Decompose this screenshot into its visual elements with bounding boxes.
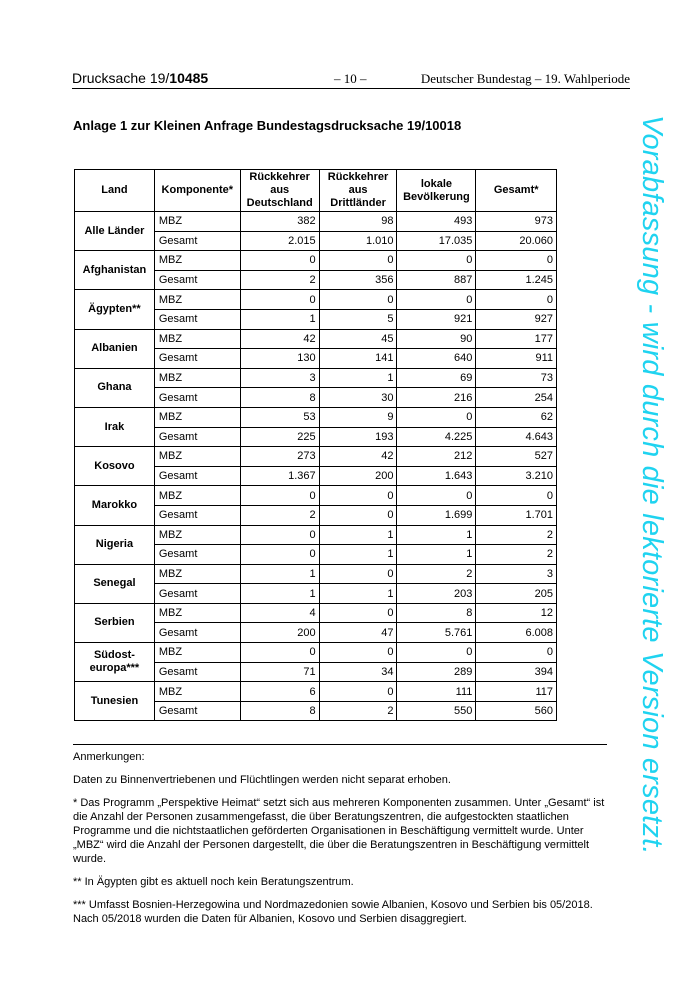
component-cell: Gesamt bbox=[154, 309, 240, 329]
doc-prefix: Drucksache bbox=[72, 70, 150, 86]
value-cell: 45 bbox=[319, 329, 397, 349]
value-cell: 1.701 bbox=[476, 505, 557, 525]
value-cell: 382 bbox=[240, 212, 319, 232]
value-cell: 203 bbox=[397, 584, 476, 604]
value-cell: 1 bbox=[397, 525, 476, 545]
country-cell: Ägypten** bbox=[75, 290, 155, 329]
value-cell: 0 bbox=[319, 251, 397, 271]
component-cell: MBZ bbox=[154, 486, 240, 506]
value-cell: 0 bbox=[240, 525, 319, 545]
component-cell: MBZ bbox=[154, 329, 240, 349]
value-cell: 560 bbox=[476, 701, 557, 721]
value-cell: 62 bbox=[476, 407, 557, 427]
country-cell: Tunesien bbox=[75, 682, 155, 721]
value-cell: 2 bbox=[476, 525, 557, 545]
value-cell: 0 bbox=[319, 486, 397, 506]
value-cell: 0 bbox=[397, 407, 476, 427]
value-cell: 200 bbox=[319, 466, 397, 486]
component-cell: Gesamt bbox=[154, 231, 240, 251]
value-cell: 1 bbox=[240, 584, 319, 604]
value-cell: 12 bbox=[476, 603, 557, 623]
value-cell: 90 bbox=[397, 329, 476, 349]
value-cell: 527 bbox=[476, 447, 557, 467]
column-header: lokale Bevölkerung bbox=[397, 170, 476, 212]
component-cell: MBZ bbox=[154, 290, 240, 310]
value-cell: 3 bbox=[476, 564, 557, 584]
component-cell: Gesamt bbox=[154, 270, 240, 290]
value-cell: 2 bbox=[240, 505, 319, 525]
value-cell: 1.367 bbox=[240, 466, 319, 486]
component-cell: MBZ bbox=[154, 525, 240, 545]
value-cell: 1 bbox=[319, 584, 397, 604]
value-cell: 0 bbox=[476, 486, 557, 506]
notes-label: Anmerkungen: bbox=[73, 751, 145, 763]
country-cell: Südost-europa*** bbox=[75, 643, 155, 682]
value-cell: 973 bbox=[476, 212, 557, 232]
value-cell: 1 bbox=[319, 545, 397, 565]
component-cell: MBZ bbox=[154, 407, 240, 427]
value-cell: 98 bbox=[319, 212, 397, 232]
value-cell: 1.010 bbox=[319, 231, 397, 251]
value-cell: 0 bbox=[240, 290, 319, 310]
value-cell: 1.643 bbox=[397, 466, 476, 486]
country-cell: Serbien bbox=[75, 603, 155, 642]
value-cell: 493 bbox=[397, 212, 476, 232]
value-cell: 141 bbox=[319, 349, 397, 369]
component-cell: Gesamt bbox=[154, 349, 240, 369]
table-row bbox=[75, 564, 557, 584]
value-cell: 0 bbox=[397, 643, 476, 663]
column-header: Gesamt* bbox=[476, 170, 557, 212]
value-cell: 289 bbox=[397, 662, 476, 682]
value-cell: 4.225 bbox=[397, 427, 476, 447]
value-cell: 0 bbox=[240, 251, 319, 271]
value-cell: 911 bbox=[476, 349, 557, 369]
value-cell: 2 bbox=[397, 564, 476, 584]
value-cell: 177 bbox=[476, 329, 557, 349]
component-cell: MBZ bbox=[154, 251, 240, 271]
doc-number-bold: 10485 bbox=[169, 70, 209, 86]
value-cell: 0 bbox=[240, 486, 319, 506]
country-cell: Irak bbox=[75, 407, 155, 446]
value-cell: 640 bbox=[397, 349, 476, 369]
table-row bbox=[75, 643, 557, 663]
note-3: ** In Ägypten gibt es aktuell noch kein Beratungszentrum. bbox=[73, 876, 354, 888]
column-header: Land bbox=[75, 170, 155, 212]
value-cell: 42 bbox=[319, 447, 397, 467]
table-row bbox=[75, 368, 557, 388]
value-cell: 111 bbox=[397, 682, 476, 702]
note-4: *** Umfasst Bosnien-Herzegowina und Nordmazedonien sowie Albanien, Kosovo und Serbien bis 05/2018. Nach 05/2018 wurden die Daten für Albanien, Kosovo und Serbien disaggregiert. bbox=[73, 899, 593, 925]
country-cell: Albanien bbox=[75, 329, 155, 368]
value-cell: 216 bbox=[397, 388, 476, 408]
column-header: Komponente* bbox=[154, 170, 240, 212]
value-cell: 4.643 bbox=[476, 427, 557, 447]
value-cell: 0 bbox=[319, 290, 397, 310]
value-cell: 0 bbox=[319, 564, 397, 584]
country-cell: Afghanistan bbox=[75, 251, 155, 290]
value-cell: 225 bbox=[240, 427, 319, 447]
value-cell: 2 bbox=[319, 701, 397, 721]
value-cell: 1 bbox=[319, 368, 397, 388]
value-cell: 71 bbox=[240, 662, 319, 682]
value-cell: 34 bbox=[319, 662, 397, 682]
value-cell: 0 bbox=[319, 643, 397, 663]
country-cell: Kosovo bbox=[75, 447, 155, 486]
value-cell: 47 bbox=[319, 623, 397, 643]
value-cell: 927 bbox=[476, 309, 557, 329]
value-cell: 205 bbox=[476, 584, 557, 604]
table-row bbox=[75, 682, 557, 702]
note-2: * Das Programm „Perspektive Heimat“ setzt sich aus mehreren Komponenten zusammen. Unter „Gesamt“ ist die Anzahl der Personen zusammengefasst, die über Beratungszentren, die aufgestockten staatlichen Programme und die nichtstaatlichen geförderten Organisationen in Beschäftigung vermittelt wurde. Unter „MBZ“ wird die Anzahl der Personen dargestellt, die über die Beratungszentren in Beschäftigung vermittelt wurde. bbox=[73, 797, 605, 865]
value-cell: 2.015 bbox=[240, 231, 319, 251]
value-cell: 5 bbox=[319, 309, 397, 329]
page-number: – 10 – bbox=[334, 71, 367, 86]
value-cell: 53 bbox=[240, 407, 319, 427]
value-cell: 4 bbox=[240, 603, 319, 623]
value-cell: 1 bbox=[319, 525, 397, 545]
value-cell: 0 bbox=[319, 603, 397, 623]
value-cell: 0 bbox=[240, 545, 319, 565]
component-cell: Gesamt bbox=[154, 427, 240, 447]
value-cell: 1 bbox=[240, 564, 319, 584]
value-cell: 193 bbox=[319, 427, 397, 447]
table-row bbox=[75, 525, 557, 545]
table-row bbox=[75, 447, 557, 467]
value-cell: 8 bbox=[240, 701, 319, 721]
value-cell: 9 bbox=[319, 407, 397, 427]
value-cell: 212 bbox=[397, 447, 476, 467]
value-cell: 0 bbox=[397, 290, 476, 310]
value-cell: 0 bbox=[319, 505, 397, 525]
table-row bbox=[75, 603, 557, 623]
annex-title: Anlage 1 zur Kleinen Anfrage Bundestagsdrucksache 19/10018 bbox=[73, 118, 462, 133]
value-cell: 2 bbox=[476, 545, 557, 565]
value-cell: 0 bbox=[240, 643, 319, 663]
component-cell: Gesamt bbox=[154, 388, 240, 408]
column-header: Rückkehrer aus Deutschland bbox=[240, 170, 319, 212]
value-cell: 3 bbox=[240, 368, 319, 388]
value-cell: 921 bbox=[397, 309, 476, 329]
component-cell: MBZ bbox=[154, 212, 240, 232]
document-number bbox=[72, 70, 208, 86]
country-cell: Senegal bbox=[75, 564, 155, 603]
component-cell: Gesamt bbox=[154, 505, 240, 525]
component-cell: Gesamt bbox=[154, 545, 240, 565]
component-cell: MBZ bbox=[154, 368, 240, 388]
value-cell: 6.008 bbox=[476, 623, 557, 643]
value-cell: 117 bbox=[476, 682, 557, 702]
country-cell: Marokko bbox=[75, 486, 155, 525]
value-cell: 3.210 bbox=[476, 466, 557, 486]
component-cell: Gesamt bbox=[154, 623, 240, 643]
doc-period: 19/ bbox=[149, 70, 170, 86]
component-cell: Gesamt bbox=[154, 662, 240, 682]
column-header: Rückkehrer aus Drittländer bbox=[319, 170, 397, 212]
value-cell: 0 bbox=[476, 643, 557, 663]
component-cell: MBZ bbox=[154, 643, 240, 663]
value-cell: 2 bbox=[240, 270, 319, 290]
value-cell: 1 bbox=[397, 545, 476, 565]
value-cell: 550 bbox=[397, 701, 476, 721]
page-header bbox=[72, 70, 630, 89]
note-1: Daten zu Binnenvertriebenen und Flüchtlingen werden nicht separat erhoben. bbox=[73, 774, 451, 786]
value-cell: 1.245 bbox=[476, 270, 557, 290]
value-cell: 73 bbox=[476, 368, 557, 388]
value-cell: 356 bbox=[319, 270, 397, 290]
value-cell: 5.761 bbox=[397, 623, 476, 643]
value-cell: 17.035 bbox=[397, 231, 476, 251]
country-cell: Alle Länder bbox=[75, 212, 155, 251]
component-cell: Gesamt bbox=[154, 584, 240, 604]
notes-divider bbox=[73, 744, 607, 745]
component-cell: MBZ bbox=[154, 564, 240, 584]
value-cell: 6 bbox=[240, 682, 319, 702]
value-cell: 69 bbox=[397, 368, 476, 388]
table-row bbox=[75, 212, 557, 232]
value-cell: 8 bbox=[397, 603, 476, 623]
value-cell: 1 bbox=[240, 309, 319, 329]
value-cell: 20.060 bbox=[476, 231, 557, 251]
table-row bbox=[75, 407, 557, 427]
component-cell: Gesamt bbox=[154, 701, 240, 721]
component-cell: MBZ bbox=[154, 447, 240, 467]
value-cell: 0 bbox=[397, 251, 476, 271]
value-cell: 0 bbox=[319, 682, 397, 702]
table-row bbox=[75, 329, 557, 349]
component-cell: MBZ bbox=[154, 603, 240, 623]
table-header-row bbox=[75, 170, 557, 212]
value-cell: 130 bbox=[240, 349, 319, 369]
table-body bbox=[75, 212, 557, 721]
issuer: Deutscher Bundestag – 19. Wahlperiode bbox=[420, 71, 630, 86]
component-cell: Gesamt bbox=[154, 466, 240, 486]
value-cell: 0 bbox=[476, 290, 557, 310]
value-cell: 200 bbox=[240, 623, 319, 643]
component-cell: MBZ bbox=[154, 682, 240, 702]
value-cell: 394 bbox=[476, 662, 557, 682]
value-cell: 254 bbox=[476, 388, 557, 408]
table-row bbox=[75, 486, 557, 506]
table-row bbox=[75, 290, 557, 310]
value-cell: 8 bbox=[240, 388, 319, 408]
value-cell: 0 bbox=[476, 251, 557, 271]
country-cell: Ghana bbox=[75, 368, 155, 407]
value-cell: 0 bbox=[397, 486, 476, 506]
value-cell: 42 bbox=[240, 329, 319, 349]
value-cell: 1.699 bbox=[397, 505, 476, 525]
value-cell: 887 bbox=[397, 270, 476, 290]
value-cell: 273 bbox=[240, 447, 319, 467]
draft-watermark: Vorabfassung - wird durch die lektorierte Version ersetzt. bbox=[636, 115, 668, 855]
notes bbox=[73, 750, 613, 935]
table-row bbox=[75, 251, 557, 271]
value-cell: 30 bbox=[319, 388, 397, 408]
country-cell: Nigeria bbox=[75, 525, 155, 564]
data-table bbox=[74, 169, 557, 721]
